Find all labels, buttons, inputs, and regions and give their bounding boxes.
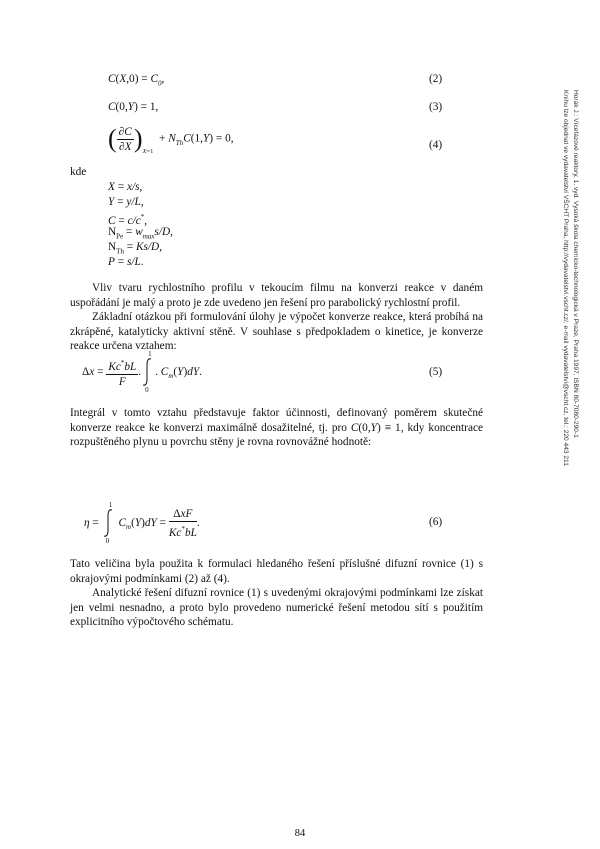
sidebar-line-1: Horák J.: Vícefázové reaktory, 1. vyd. Vysoká škola chemicko-technologická v Praze, Praha 1997, ISBN 80-7080-290-1 bbox=[572, 90, 579, 438]
definition-c: C = c/c*, bbox=[108, 213, 148, 227]
paragraph-analytic-solution: Analytické řešení difuzní rovnice (1) s uvedenými okrajovými podmínkami lze získat jen velmi nesnadno, a proto bylo provedeno numerické řešení metodou sítí s použitím explicitního výpočtového schématu. bbox=[70, 587, 483, 629]
paragraph-quantity: Tato veličina byla použita k formulaci hledaného řešení příslušné difuzní rovnice (1) s okrajovými podmínkami (2) až (4). bbox=[70, 558, 483, 585]
paragraph-velocity-profile: Vliv tvaru rychlostního profilu v tekoucím filmu na konverzi reakce v daném uspořádání je malý a proto je zde uvedeno jen řešení pro parabolický rychlostní profil. bbox=[70, 282, 483, 309]
definition-p: P = s/L. bbox=[108, 256, 144, 268]
definition-y: Y = y/L, bbox=[108, 196, 144, 208]
body-paragraphs-2 bbox=[70, 557, 483, 630]
definition-x: X = x/s, bbox=[108, 181, 143, 193]
body-paragraphs-1 bbox=[70, 281, 483, 354]
definition-npe: $N_{Pe} = w_{max}s/D$, bbox=[108, 226, 173, 241]
equation-4: ( $\frac{\partial C}{\partial X}$ )$_{X=1} + N_{Th}C(1,Y) = 0$, bbox=[108, 124, 234, 155]
equation-3-number: (3) bbox=[429, 101, 443, 113]
sidebar-line-2: Knihu lze objednat ve vydavatelství VŠCHT Praha, http://vydavatelstvi.vscht.cz/, e-mail vydavatelstvi@vscht.cz, tel.: 220 443 211 bbox=[562, 90, 569, 466]
body-paragraph-3 bbox=[70, 406, 483, 450]
paragraph-basic-question: Základní otázkou při formulování úlohy je výpočet konverze reakce, která probíhá na zkrápěné, katalyticky aktivní stěně. V souhlase s předpokladem o kinetice, je konverze reakce určena vztahem: bbox=[70, 311, 483, 353]
equation-4-number: (4) bbox=[429, 139, 443, 151]
equation-6-number: (6) bbox=[429, 516, 443, 528]
integral-sign: 1 0 bbox=[105, 501, 113, 546]
kde-label: kde bbox=[70, 166, 87, 178]
equation-2: $C(X,0) = C_0$, bbox=[108, 73, 165, 88]
equation-2-number: (2) bbox=[429, 73, 443, 85]
sidebar-citation bbox=[556, 90, 588, 650]
equation-5-number: (5) bbox=[429, 366, 443, 378]
definition-nth: $N_{Th} = Ks/D$, bbox=[108, 241, 163, 256]
integral-sign: 1 0 bbox=[145, 350, 152, 395]
equation-6: η = 1 0 $C_m(Y)dY$ = $\frac{\text{ΔxF}}{Kc^*bL}$ . bbox=[84, 501, 200, 546]
equation-3: C(0,Y) = 1, bbox=[108, 101, 159, 113]
equation-5: Δx = $\frac{Kc^*bL}{F}$ . 1 0 . $C_m(Y)dY$. bbox=[82, 350, 202, 395]
paragraph-integral: Integrál v tomto vztahu představuje faktor účinnosti, definovaný poměrem skutečné konverze reakce ke konverzi maximálně dosažitelné, tj. pro C(0,Y) ≡ 1, kdy koncentrace rozpuštěného plynu u povrchu stěny je rovna rovnovážné hodnotě: bbox=[70, 407, 483, 449]
page-number: 84 bbox=[294, 828, 306, 839]
